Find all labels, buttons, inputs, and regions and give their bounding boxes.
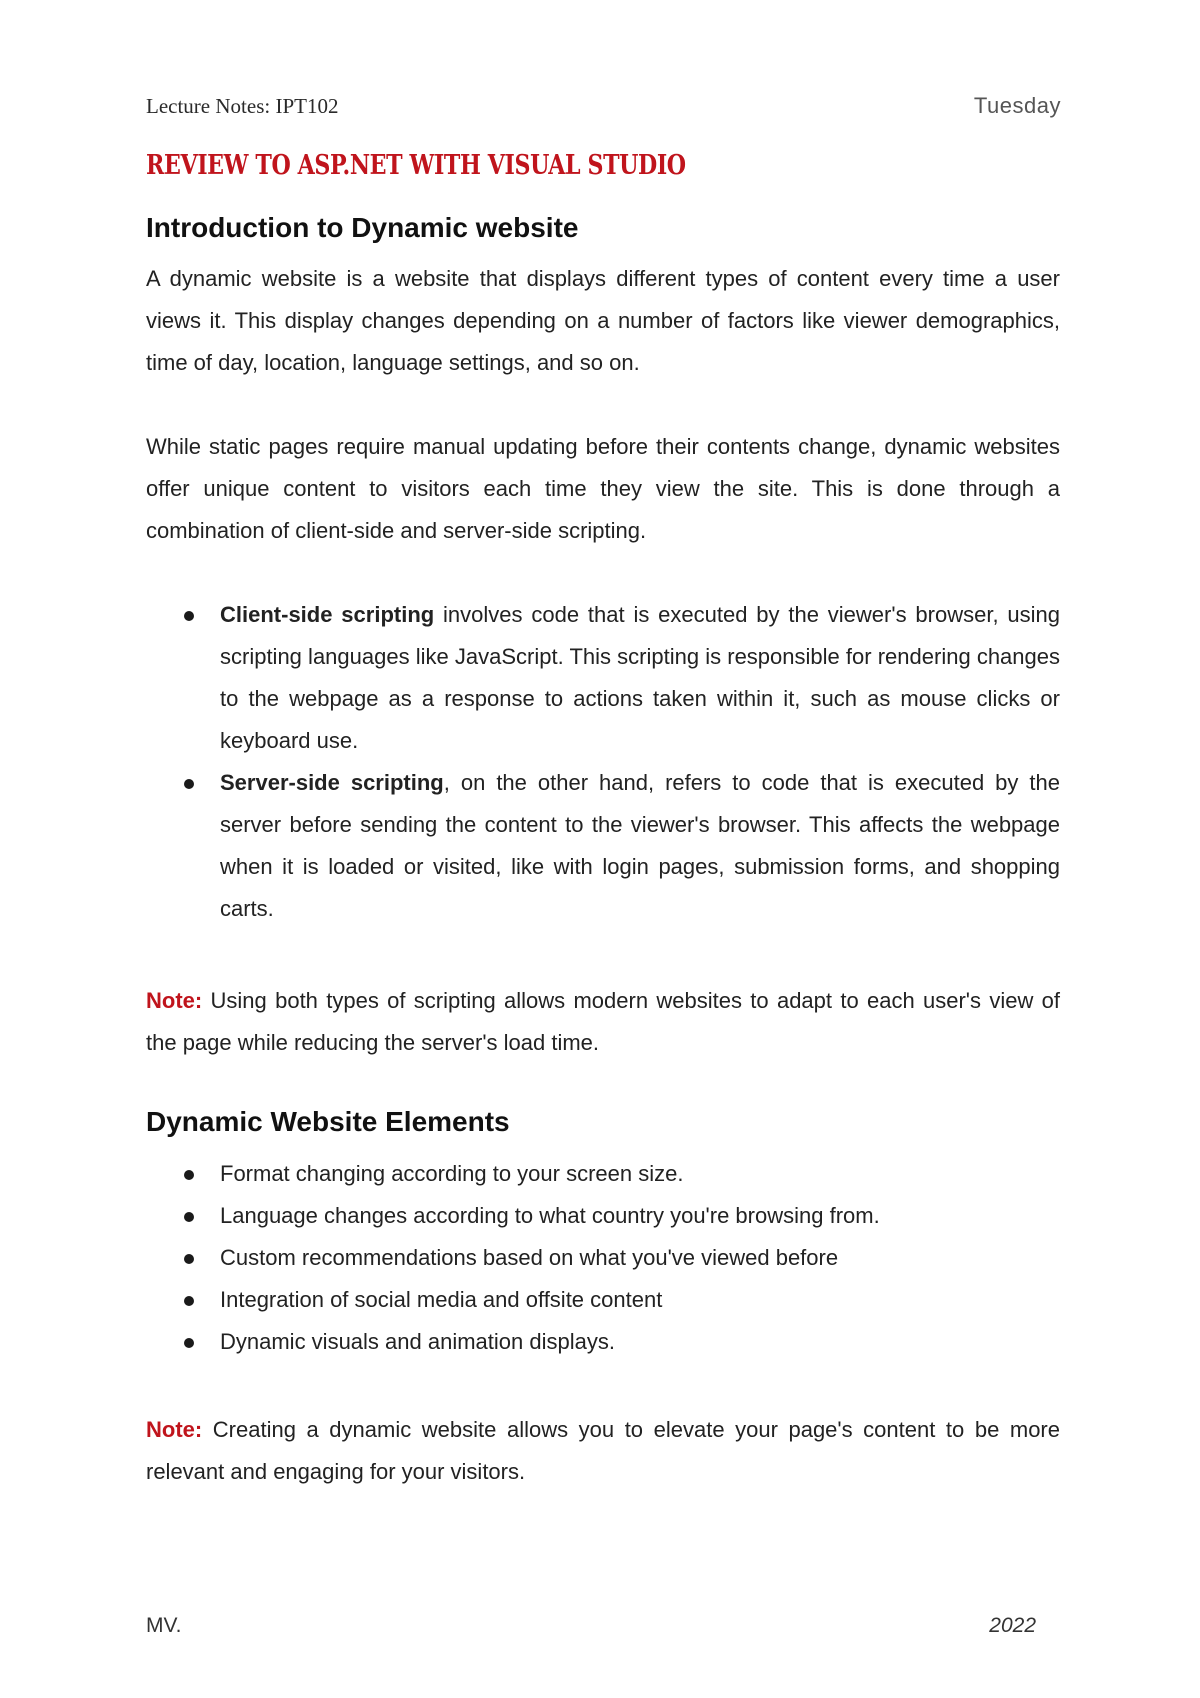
note-label: Note: xyxy=(146,988,203,1013)
header-day-label: Tuesday xyxy=(973,93,1061,118)
intro-paragraph-1 xyxy=(146,258,1060,384)
bullet-dot-icon xyxy=(184,779,194,789)
list-item-text: Dynamic visuals and animation displays. xyxy=(220,1329,615,1354)
header-course-label: Lecture Notes: IPT102 xyxy=(146,94,339,118)
list-item-text: Custom recommendations based on what you've viewed before xyxy=(220,1245,839,1270)
intro-paragraph-2 xyxy=(146,426,1060,552)
bullet-text: , on the other hand, refers to code that is executed by the server before sending the content to the viewer's browser. This affects the webpage when it is loaded or visited, like with login pages, submission forms, and shopping carts. xyxy=(220,770,1060,921)
list-item-text: Format changing according to your screen size. xyxy=(220,1161,684,1186)
list-item xyxy=(146,1153,1060,1195)
list-item-text: Language changes according to what country you're browsing from. xyxy=(220,1203,880,1228)
note-text: Creating a dynamic website allows you to elevate your page's content to be more relevant and engaging for your visitors. xyxy=(146,1417,1060,1484)
list-item xyxy=(146,1195,1060,1237)
bullet-dot-icon xyxy=(184,1254,194,1264)
bullet-dot-icon xyxy=(184,1296,194,1306)
note-text-block xyxy=(146,980,1060,1064)
bullet-text: involves code that is executed by the viewer's browser, using scripting languages like JavaScript. This scripting is responsible for rendering changes to the webpage as a response to actions taken within it, such as mouse clicks or keyboard use. xyxy=(220,602,1060,753)
scripting-bullet-list xyxy=(146,594,1060,930)
footer-year: 2022 xyxy=(989,1614,1036,1637)
bullet-dot-icon xyxy=(184,1338,194,1348)
document-title: REVIEW TO ASP.NET WITH VISUAL STUDIO xyxy=(146,150,686,181)
list-item xyxy=(146,1279,1060,1321)
paragraph-text: A dynamic website is a website that displays different types of content every time a user views it. This display changes depending on a number of factors like viewer demographics, time of day, location, language settings, and so on. xyxy=(146,266,1060,375)
bullet-dot-icon xyxy=(184,1212,194,1222)
section-heading-elements: Dynamic Website Elements xyxy=(146,1106,510,1137)
note-paragraph-1 xyxy=(146,980,1060,1064)
note-text-block xyxy=(146,1409,1060,1493)
elements-bullet-list xyxy=(146,1153,1060,1363)
bullet-dot-icon xyxy=(184,1170,194,1180)
note-label: Note: xyxy=(146,1417,203,1442)
list-item-text: Integration of social media and offsite content xyxy=(220,1287,663,1312)
bullet-dot-icon xyxy=(184,611,194,621)
bullet-term: Server-side scripting xyxy=(220,770,444,795)
paragraph-text: While static pages require manual updating before their contents change, dynamic websites offer unique content to visitors each time they view the site. This is done through a combination of client-side and server-side scripting. xyxy=(146,434,1060,543)
list-item xyxy=(146,1237,1060,1279)
footer-author: MV. xyxy=(146,1614,182,1637)
section-heading-intro: Introduction to Dynamic website xyxy=(146,212,579,243)
list-item xyxy=(146,762,1060,930)
bullet-term: Client-side scripting xyxy=(220,602,435,627)
list-item xyxy=(146,1321,1060,1363)
note-text: Using both types of scripting allows modern websites to adapt to each user's view of the page while reducing the server's load time. xyxy=(146,988,1060,1055)
list-item xyxy=(146,594,1060,762)
note-paragraph-2 xyxy=(146,1409,1060,1493)
